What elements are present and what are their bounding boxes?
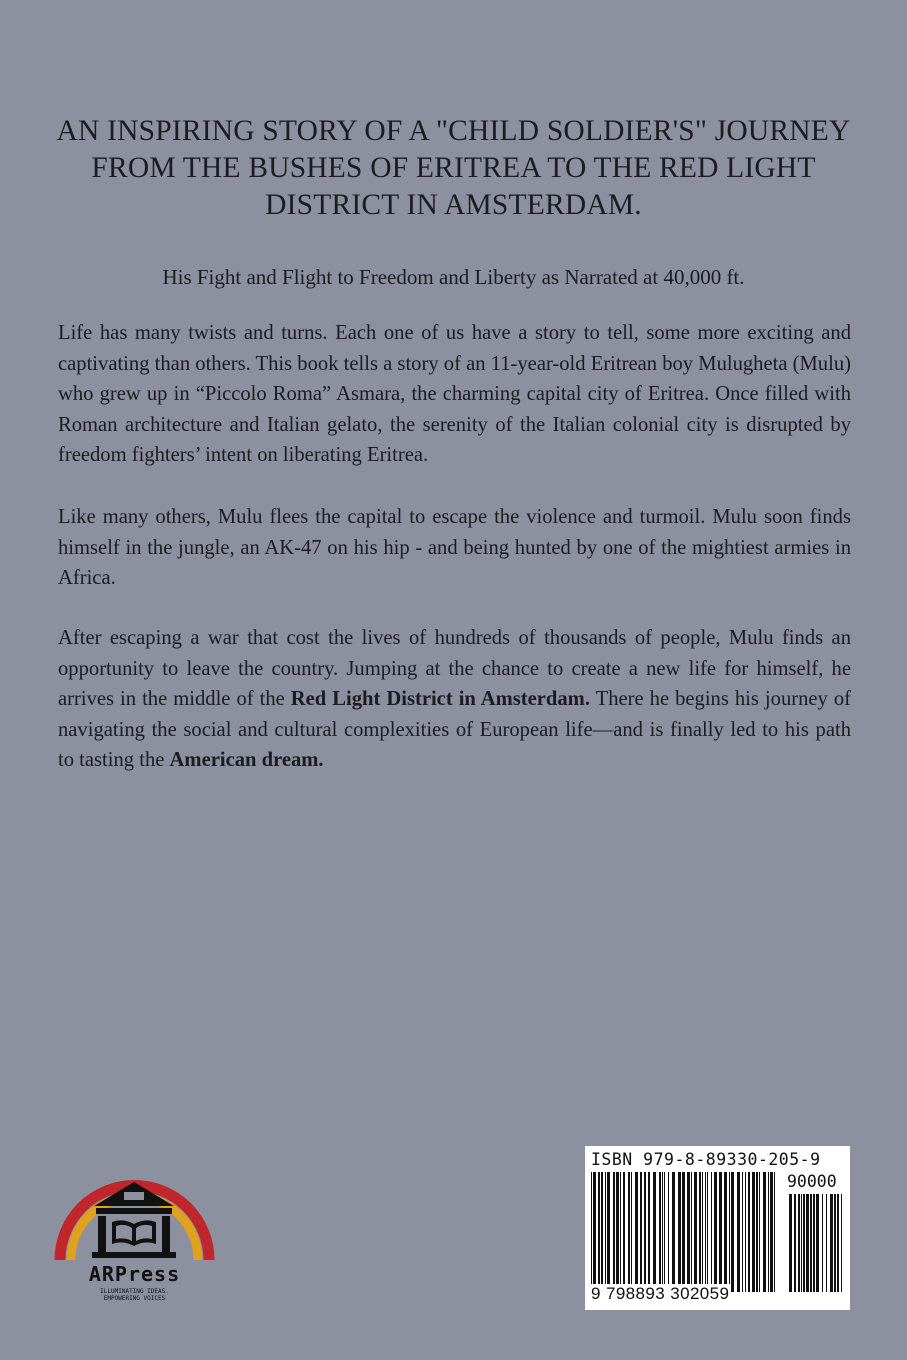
- description-paragraph-2: Like many others, Mulu flees the capital to escape the violence and turmoil. Mulu soon finds himself in the jungle, an AK-47 on his hip - and being hunted by one of the mightiest armies in Africa.: [58, 506, 851, 589]
- barcode-bar: [822, 1194, 823, 1292]
- barcode-bar: [668, 1172, 669, 1292]
- barcode-bar: [834, 1194, 836, 1292]
- barcode-bar: [763, 1172, 766, 1292]
- barcode-bar: [631, 1172, 632, 1292]
- barcode-bar: [601, 1172, 603, 1292]
- isbn-barcode: [585, 1146, 850, 1310]
- barcode-bar: [691, 1172, 692, 1292]
- publisher-logo: [52, 1148, 217, 1308]
- barcode-bar: [616, 1172, 619, 1292]
- barcode-digits: 9 798893 302059: [591, 1284, 730, 1303]
- barcode-bar: [841, 1194, 842, 1292]
- barcode-bar: [662, 1172, 663, 1292]
- paragraph-3-bold-b: American dream.: [169, 749, 324, 771]
- barcode-bar: [687, 1172, 690, 1292]
- barcode-bar: [756, 1172, 758, 1292]
- barcode-bar: [794, 1194, 796, 1292]
- barcode-bar: [699, 1172, 701, 1292]
- paragraph-3-bold-a: Red Light District in Amsterdam.: [290, 688, 590, 710]
- barcode-bar: [745, 1172, 746, 1292]
- barcode-bar: [798, 1194, 800, 1292]
- barcode-bar: [644, 1172, 646, 1292]
- barcode-bar: [672, 1172, 675, 1292]
- barcode-bar: [591, 1172, 592, 1292]
- barcode-bar: [607, 1172, 610, 1292]
- barcode-bar: [707, 1172, 708, 1292]
- barcode-bar: [731, 1172, 734, 1292]
- barcode-bar: [659, 1172, 661, 1292]
- publisher-emblem-icon: [52, 1148, 217, 1268]
- barcode-bar: [748, 1172, 750, 1292]
- barcode-bar: [810, 1194, 812, 1292]
- subtitle: His Fight and Flight to Freedom and Liberty as Narrated at 40,000 ft.: [162, 265, 745, 289]
- barcode-bar: [682, 1172, 685, 1292]
- barcode-bar: [742, 1172, 743, 1292]
- barcode-bar: [752, 1172, 755, 1292]
- publisher-name: ARPress: [88, 1262, 181, 1286]
- barcode-bars: [591, 1172, 777, 1292]
- barcode-bar: [806, 1194, 809, 1292]
- barcode-bar: [613, 1172, 615, 1292]
- barcode-bar: [729, 1172, 730, 1292]
- barcode-bar: [620, 1172, 621, 1292]
- description-paragraph-1: Life has many twists and turns. Each one of us have a story to tell, some more exciting and captivating than others. This book tells a story of an 11-year-old Eritrean boy Mulugheta (Mulu) who grew up in “Piccolo Roma” Asmara, the charming capital city of Eritrea. Once filled with Roman architecture and Italian gelato, the serenity of the Italian colonial city is disrupted by freedom fighters’ intent on liberating Eritrea.: [58, 322, 851, 466]
- barcode-bar: [770, 1172, 773, 1292]
- description-paragraph-3: [58, 623, 851, 776]
- barcode-bar: [830, 1194, 833, 1292]
- barcode-bar: [694, 1172, 697, 1292]
- barcode-bar: [724, 1172, 727, 1292]
- barcode-bar: [648, 1172, 650, 1292]
- barcode-bar: [813, 1194, 815, 1292]
- barcode-bar: [640, 1172, 642, 1292]
- headline: AN INSPIRING STORY OF A "CHILD SOLDIER'S" JOURNEY FROM THE BUSHES OF ERITREA TO THE RED LIGHT DISTRICT IN AMSTERDAM.: [56, 115, 851, 221]
- barcode-bar: [789, 1194, 792, 1292]
- barcode-bar: [737, 1172, 740, 1292]
- barcode-bar: [705, 1172, 706, 1292]
- barcode-bar: [635, 1172, 638, 1292]
- barcode-bar: [719, 1172, 722, 1292]
- barcode-bar: [628, 1172, 630, 1292]
- price-barcode-bars: [789, 1194, 843, 1292]
- barcode-bar: [623, 1172, 625, 1292]
- paragraph-3-text-b: There he begins his journey of navigating the social and cultural complexities of European life—and is finally led to his path to tasting the: [58, 688, 851, 771]
- barcode-bar: [664, 1172, 665, 1292]
- isbn-label: ISBN 979-8-89330-205-9: [591, 1150, 821, 1169]
- barcode-bar: [759, 1172, 760, 1292]
- barcode-bar: [702, 1172, 703, 1292]
- barcode-bar: [714, 1172, 717, 1292]
- price-code: 90000: [787, 1172, 837, 1191]
- barcode-bar: [837, 1194, 839, 1292]
- paragraph-3-text-a: After escaping a war that cost the lives of hundreds of thousands of people, Mulu finds an opportunity to leave the country. Jumping at the chance to create a new life for himself, he arrives in the middle of the: [58, 627, 851, 710]
- barcode-bar: [801, 1194, 802, 1292]
- barcode-bar: [711, 1172, 712, 1292]
- barcode-bar: [774, 1172, 775, 1292]
- barcode-bar: [605, 1172, 606, 1292]
- barcode-bar: [678, 1172, 681, 1292]
- barcode-bar: [593, 1172, 596, 1292]
- barcode-bar: [803, 1194, 805, 1292]
- barcode-bar: [598, 1172, 600, 1292]
- barcode-bar: [653, 1172, 656, 1292]
- barcode-bar: [826, 1194, 827, 1292]
- barcode-bar: [768, 1172, 769, 1292]
- barcode-bar: [816, 1194, 819, 1292]
- publisher-tagline: ILLUMINATING IDEAS. EMPOWERING VOICES: [100, 1288, 169, 1302]
